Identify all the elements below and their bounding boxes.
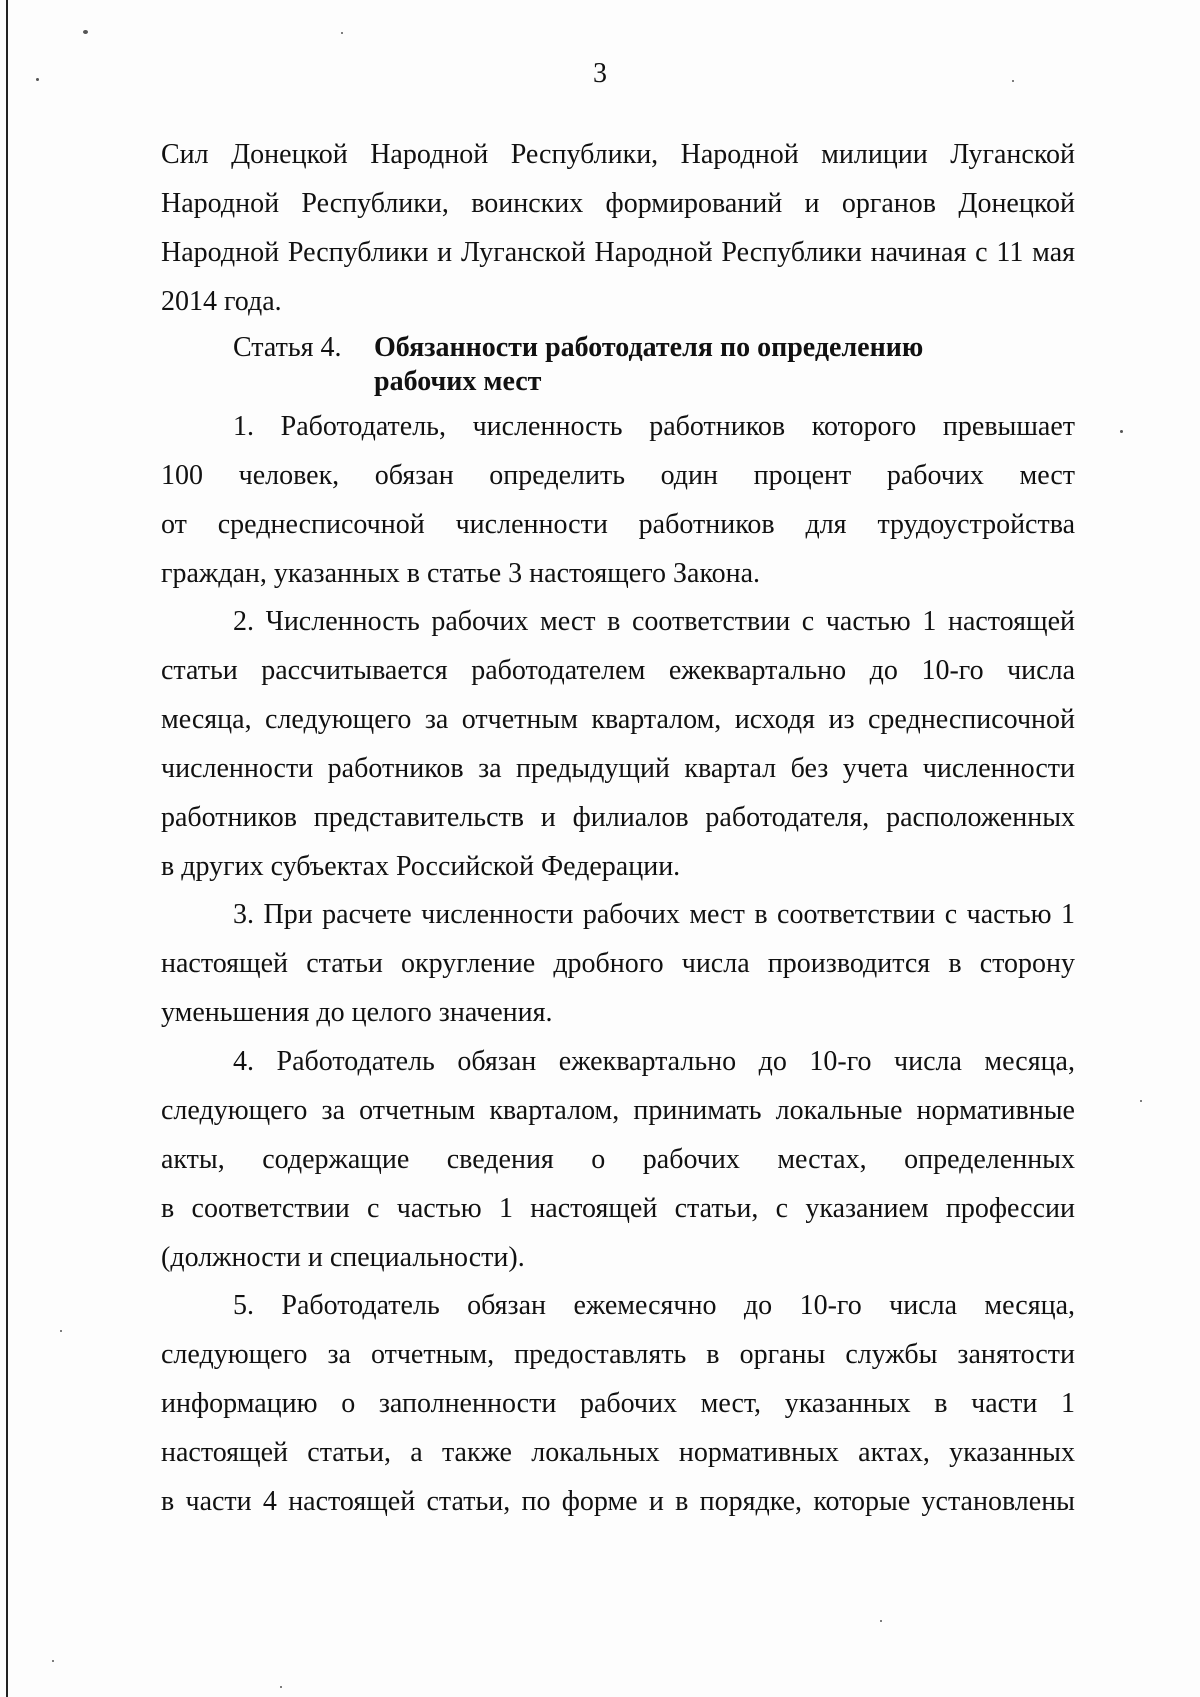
- article-label: Статья 4.: [233, 332, 342, 363]
- intro-line: Народной Республики и Луганской Народной Республики начиная с 11 мая: [161, 237, 1075, 268]
- paragraph-line: в других субъектах Российской Федерации.: [161, 851, 681, 882]
- paragraph-line: 100 человек, обязан определить один процент рабочих мест: [161, 460, 1075, 491]
- paragraph-line: статьи рассчитывается работодателем ежеквартально до 10-го числа: [161, 655, 1075, 686]
- paragraph-line: месяца, следующего за отчетным кварталом, исходя из среднесписочной: [161, 704, 1075, 735]
- paragraph-line: (должности и специальности).: [161, 1242, 525, 1273]
- article-title-line: рабочих мест: [374, 366, 542, 397]
- paragraph-line: настоящей статьи округление дробного числа производится в сторону: [161, 948, 1075, 979]
- paragraph-line: численности работников за предыдущий квартал без учета численности: [161, 753, 1075, 784]
- intro-paragraph: [161, 130, 1075, 326]
- scan-speck: [60, 1330, 62, 1332]
- paragraph-5: [161, 1281, 1075, 1526]
- page-number: 3: [593, 58, 607, 89]
- left-margin-rule: [6, 0, 8, 1697]
- scan-speck: [1140, 1100, 1142, 1102]
- paragraph-line: уменьшения до целого значения.: [161, 997, 553, 1028]
- paragraph-3: [161, 890, 1075, 1037]
- intro-line: Сил Донецкой Народной Республики, Народной милиции Луганской: [161, 139, 1075, 170]
- scan-speck: [280, 1686, 282, 1688]
- paragraph-line: граждан, указанных в статье 3 настоящего Закона.: [161, 558, 761, 589]
- paragraph-1: [161, 402, 1075, 598]
- paragraph-line: следующего за отчетным кварталом, принимать локальные нормативные: [161, 1095, 1075, 1126]
- paragraph-line: в соответствии с частью 1 настоящей статьи, с указанием профессии: [161, 1193, 1075, 1224]
- paragraph-2: [161, 597, 1075, 891]
- paragraph-line: 5. Работодатель обязан ежемесячно до 10-го числа месяца,: [233, 1290, 1075, 1321]
- article-title: [374, 331, 923, 399]
- paragraph-line: в части 4 настоящей статьи, по форме и в порядке, которые установлены: [161, 1486, 1075, 1517]
- scan-speck: [52, 1660, 54, 1662]
- paragraph-line: от среднесписочной численности работников для трудоустройства: [161, 509, 1075, 540]
- scan-speck: [36, 78, 39, 81]
- scan-speck: [1120, 430, 1123, 433]
- paragraph-4: [161, 1037, 1075, 1282]
- intro-line: 2014 года.: [161, 286, 282, 317]
- paragraph-line: 2. Численность рабочих мест в соответствии с частью 1 настоящей: [233, 606, 1075, 637]
- paragraph-line: следующего за отчетным, предоставлять в органы службы занятости: [161, 1339, 1075, 1370]
- scan-speck: [83, 30, 88, 34]
- paragraph-line: информацию о заполненности рабочих мест, указанных в части 1: [161, 1388, 1075, 1419]
- paragraph-line: 1. Работодатель, численность работников которого превышает: [233, 411, 1075, 442]
- intro-line: Народной Республики, воинских формирований и органов Донецкой: [161, 188, 1075, 219]
- paragraph-line: 4. Работодатель обязан ежеквартально до 10-го числа месяца,: [233, 1046, 1075, 1077]
- scan-speck: [1012, 80, 1014, 82]
- paragraph-line: акты, содержащие сведения о рабочих местах, определенных: [161, 1144, 1075, 1175]
- paragraph-line: 3. При расчете численности рабочих мест в соответствии с частью 1: [233, 899, 1075, 930]
- scan-speck: [880, 1620, 882, 1622]
- article-title-line: Обязанности работодателя по определению: [374, 332, 924, 363]
- paragraph-line: настоящей статьи, а также локальных нормативных актах, указанных: [161, 1437, 1075, 1468]
- paragraph-line: работников представительств и филиалов работодателя, расположенных: [161, 802, 1075, 833]
- scan-speck: [341, 32, 343, 34]
